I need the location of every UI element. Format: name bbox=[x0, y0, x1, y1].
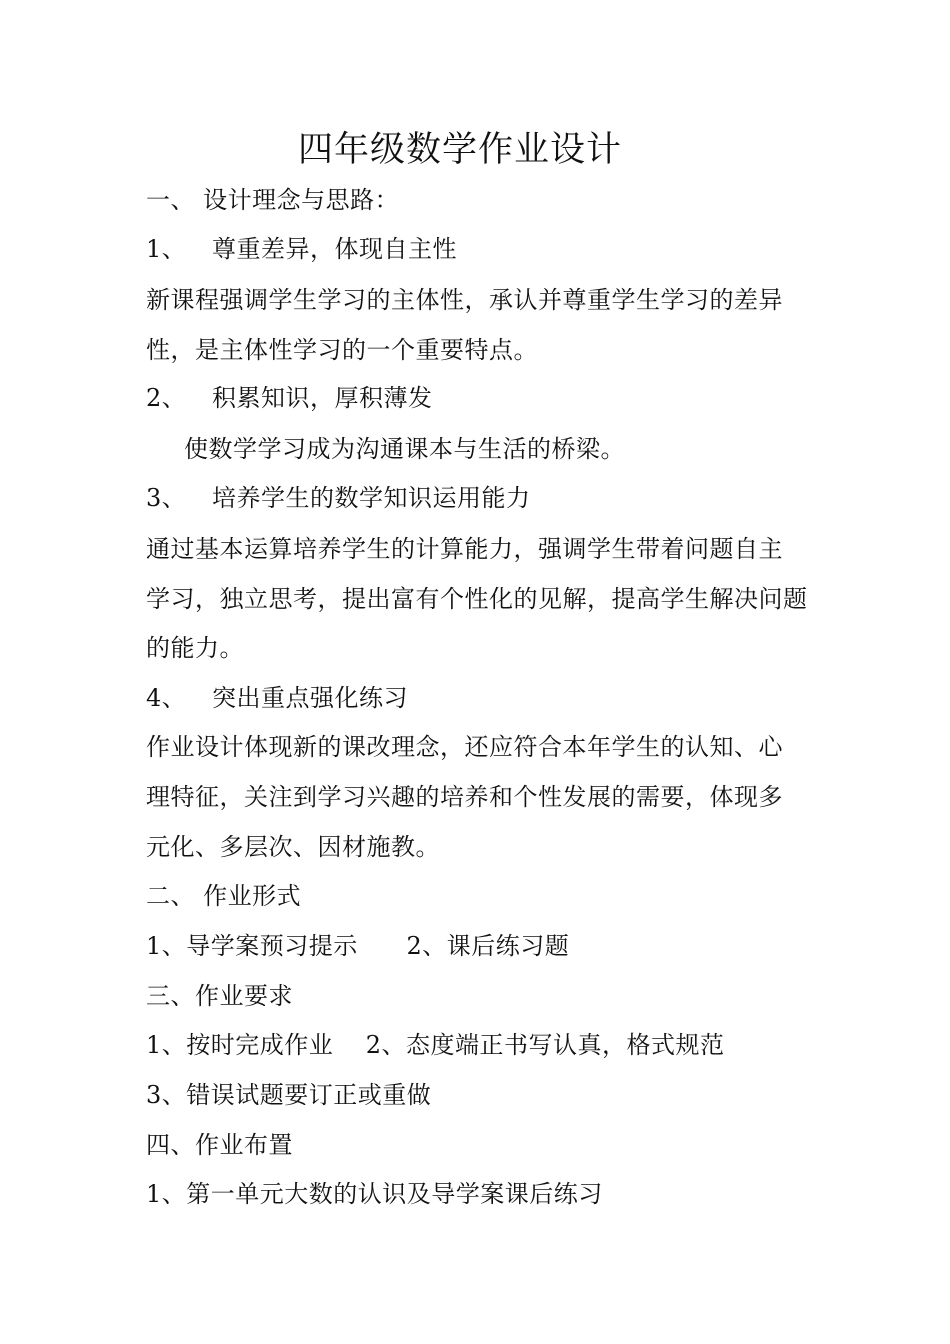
section-3-line-2: 3、错误试题要订正或重做 bbox=[146, 1081, 432, 1109]
paragraph-1-line-2: 性，是主体性学习的一个重要特点。 bbox=[146, 336, 538, 364]
paragraph-2-line-1: 使数学学习成为沟通课本与生活的桥梁。 bbox=[184, 435, 625, 463]
section-4-heading: 四、作业布置 bbox=[146, 1131, 293, 1159]
item-text: 突出重点强化练习 bbox=[212, 684, 408, 712]
section-1-item-4 bbox=[146, 682, 816, 714]
item-text: 尊重差异，体现自主性 bbox=[212, 235, 457, 263]
paragraph-1-line-1: 新课程强调学生学习的主体性，承认并尊重学生学习的差异 bbox=[146, 286, 783, 314]
paragraph-3-line-1: 通过基本运算培养学生的计算能力，强调学生带着问题自主 bbox=[146, 535, 783, 563]
paragraph-4-line-1: 作业设计体现新的课改理念，还应符合本年学生的认知、心 bbox=[146, 733, 783, 761]
paragraph-3-line-3: 的能力。 bbox=[146, 634, 244, 662]
item-text: 积累知识，厚积薄发 bbox=[212, 384, 433, 412]
paragraph-3-line-2: 学习，独立思考，提出富有个性化的见解，提高学生解决问题 bbox=[146, 585, 808, 613]
item-number: 4、 bbox=[146, 684, 187, 712]
item-number: 3、 bbox=[146, 484, 187, 512]
item-number: 2、 bbox=[146, 384, 187, 412]
section-1-item-2 bbox=[146, 382, 816, 414]
section-4-line-1: 1、第一单元大数的认识及导学案课后练习 bbox=[146, 1180, 603, 1208]
item-text: 培养学生的数学知识运用能力 bbox=[212, 484, 531, 512]
section-1-item-1 bbox=[146, 233, 816, 265]
paragraph-4-line-3: 元化、多层次、因材施教。 bbox=[146, 833, 440, 861]
item-number: 1、 bbox=[146, 235, 187, 263]
paragraph-4-line-2: 理特征，关注到学习兴趣的培养和个性发展的需要，体现多 bbox=[146, 783, 783, 811]
section-1-heading: 一、 设计理念与思路： bbox=[146, 186, 400, 214]
document-title: 四年级数学作业设计 bbox=[297, 130, 622, 170]
section-2-heading: 二、 作业形式 bbox=[146, 882, 302, 910]
section-1-item-3 bbox=[146, 482, 816, 514]
section-2-line-1: 1、导学案预习提示 2、课后练习题 bbox=[146, 932, 570, 960]
section-3-line-1: 1、按时完成作业 2、态度端正书写认真，格式规范 bbox=[146, 1031, 725, 1059]
section-3-heading: 三、作业要求 bbox=[146, 982, 293, 1010]
